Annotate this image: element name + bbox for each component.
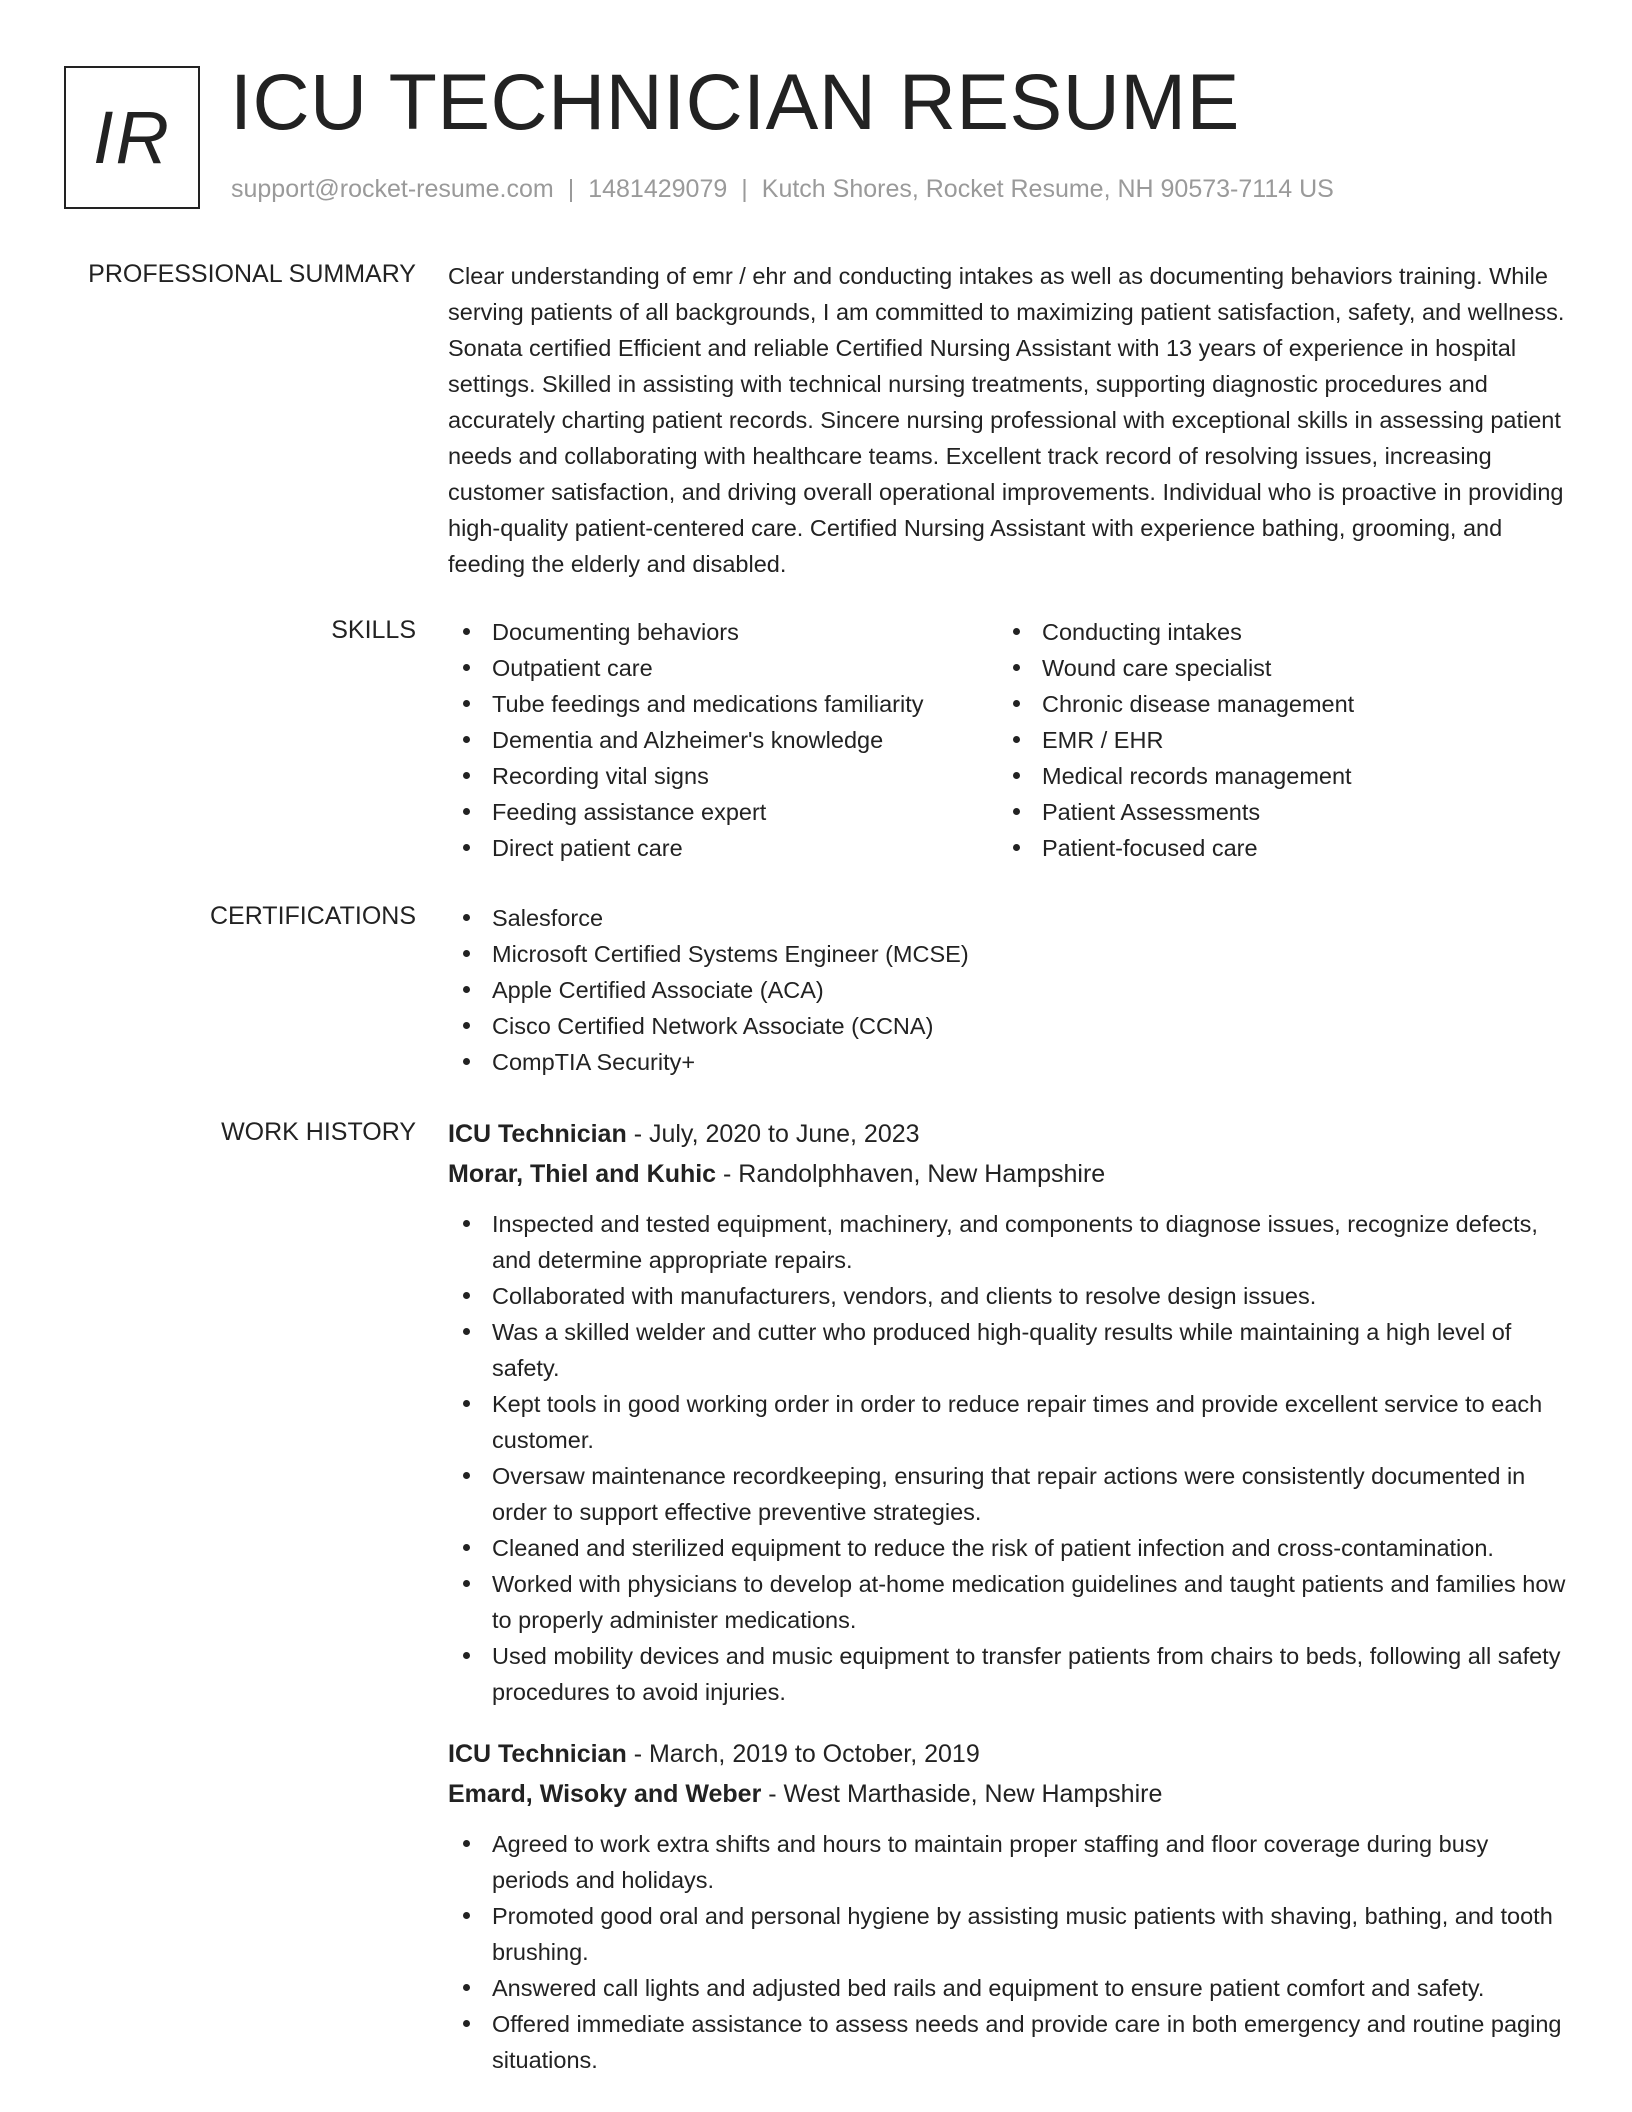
skill-item: Direct patient care	[448, 830, 998, 866]
summary-label: PROFESSIONAL SUMMARY	[88, 260, 416, 288]
job-company-line	[448, 1154, 1568, 1194]
skills-list-right	[998, 614, 1548, 866]
work-history-label: WORK HISTORY	[221, 1118, 416, 1146]
skill-item: Dementia and Alzheimer's knowledge	[448, 722, 998, 758]
certification-item: Microsoft Certified Systems Engineer (MCSE)	[448, 936, 1568, 972]
skill-item: EMR / EHR	[998, 722, 1548, 758]
job-entry	[448, 1734, 1568, 2078]
skill-item: Tube feedings and medications familiarity	[448, 686, 998, 722]
job-title: ICU Technician	[448, 1740, 627, 1768]
monogram-box	[64, 66, 200, 209]
job-bullet: Agreed to work extra shifts and hours to maintain proper staffing and floor coverage during busy periods and holidays.	[448, 1826, 1568, 1898]
job-location: - West Marthaside, New Hampshire	[761, 1780, 1163, 1808]
job-location: - Randolphhaven, New Hampshire	[716, 1160, 1106, 1188]
job-company: Emard, Wisoky and Weber	[448, 1780, 762, 1808]
skill-item: Conducting intakes	[998, 614, 1548, 650]
skill-item: Wound care specialist	[998, 650, 1548, 686]
job-bullets	[448, 1206, 1568, 1710]
job-dates: - July, 2020 to June, 2023	[626, 1120, 920, 1148]
certifications-label: CERTIFICATIONS	[209, 902, 416, 930]
skill-item: Patient-focused care	[998, 830, 1548, 866]
monogram-initials: IR	[93, 96, 171, 179]
job-bullet: Inspected and tested equipment, machinery, and components to diagnose issues, recognize defects, and determine appropriate repairs.	[448, 1206, 1568, 1278]
job-bullet: Answered call lights and adjusted bed rails and equipment to ensure patient comfort and safety.	[448, 1970, 1568, 2006]
summary-text: Clear understanding of emr / ehr and conducting intakes as well as documenting behaviors training. While serving patients of all backgrounds, I am committed to maximizing patient satisfaction, safety, and wellness. Sonata certified Efficient and reliable Certified Nursing Assistant with 13 years of experience in hospital settings. Skilled in assisting with technical nursing treatments, supporting diagnostic procedures and accurately charting patient records. Sincere nursing professional with exceptional skills in assessing patient needs and collaborating with healthcare teams. Excellent track record of resolving issues, increasing customer satisfaction, and driving overall operational improvements. Individual who is proactive in providing high-quality patient-centered care. Certified Nursing Assistant with experience bathing, grooming, and feeding the elderly and disabled.	[448, 263, 1565, 577]
skills-label: SKILLS	[331, 616, 416, 644]
job-bullet: Cleaned and sterilized equipment to reduce the risk of patient infection and cross-contamination.	[448, 1530, 1568, 1566]
job-entry	[448, 1114, 1568, 1710]
job-company: Morar, Thiel and Kuhic	[448, 1160, 717, 1188]
skill-item: Recording vital signs	[448, 758, 998, 794]
skill-item: Feeding assistance expert	[448, 794, 998, 830]
job-title: ICU Technician	[448, 1120, 627, 1148]
contact-email[interactable]: support@rocket-resume.com	[231, 175, 554, 203]
job-title-line	[448, 1734, 1568, 1774]
skill-item: Medical records management	[998, 758, 1548, 794]
skill-item: Documenting behaviors	[448, 614, 998, 650]
skill-item: Patient Assessments	[998, 794, 1548, 830]
work-history-body	[448, 1114, 1568, 2102]
job-bullets	[448, 1826, 1568, 2078]
contact-address: Kutch Shores, Rocket Resume, NH 90573-7114 US	[761, 175, 1334, 203]
contact-separator: |	[741, 175, 748, 203]
job-dates: - March, 2019 to October, 2019	[626, 1740, 980, 1768]
certifications-body	[448, 900, 1568, 1080]
job-bullet: Kept tools in good working order in order to reduce repair times and provide excellent service to each customer.	[448, 1386, 1568, 1458]
contact-phone[interactable]: 1481429079	[588, 175, 728, 203]
job-title-line	[448, 1114, 1568, 1154]
certification-item: Salesforce	[448, 900, 1568, 936]
job-bullet: Collaborated with manufacturers, vendors, and clients to resolve design issues.	[448, 1278, 1568, 1314]
job-bullet: Worked with physicians to develop at-home medication guidelines and taught patients and families how to properly administer medications.	[448, 1566, 1568, 1638]
skills-grid	[448, 614, 1568, 866]
contact-line	[231, 175, 1334, 204]
job-bullet: Was a skilled welder and cutter who produced high-quality results while maintaining a high level of safety.	[448, 1314, 1568, 1386]
job-bullet: Offered immediate assistance to assess needs and provide care in both emergency and routine paging situations.	[448, 2006, 1568, 2078]
certification-item: Apple Certified Associate (ACA)	[448, 972, 1568, 1008]
job-bullet: Promoted good oral and personal hygiene by assisting music patients with shaving, bathing, and tooth brushing.	[448, 1898, 1568, 1970]
certification-item: Cisco Certified Network Associate (CCNA)	[448, 1008, 1568, 1044]
skill-item: Chronic disease management	[998, 686, 1548, 722]
job-bullet: Oversaw maintenance recordkeeping, ensuring that repair actions were consistently documented in order to support effective preventive strategies.	[448, 1458, 1568, 1530]
skill-item: Outpatient care	[448, 650, 998, 686]
resume-title: ICU TECHNICIAN RESUME	[230, 57, 1240, 146]
contact-separator: |	[567, 175, 575, 203]
job-company-line	[448, 1774, 1568, 1814]
certification-item: CompTIA Security+	[448, 1044, 1568, 1080]
job-bullet: Used mobility devices and music equipment to transfer patients from chairs to beds, following all safety procedures to avoid injuries.	[448, 1638, 1568, 1710]
skills-list-left	[448, 614, 998, 866]
certifications-list	[448, 900, 1568, 1080]
